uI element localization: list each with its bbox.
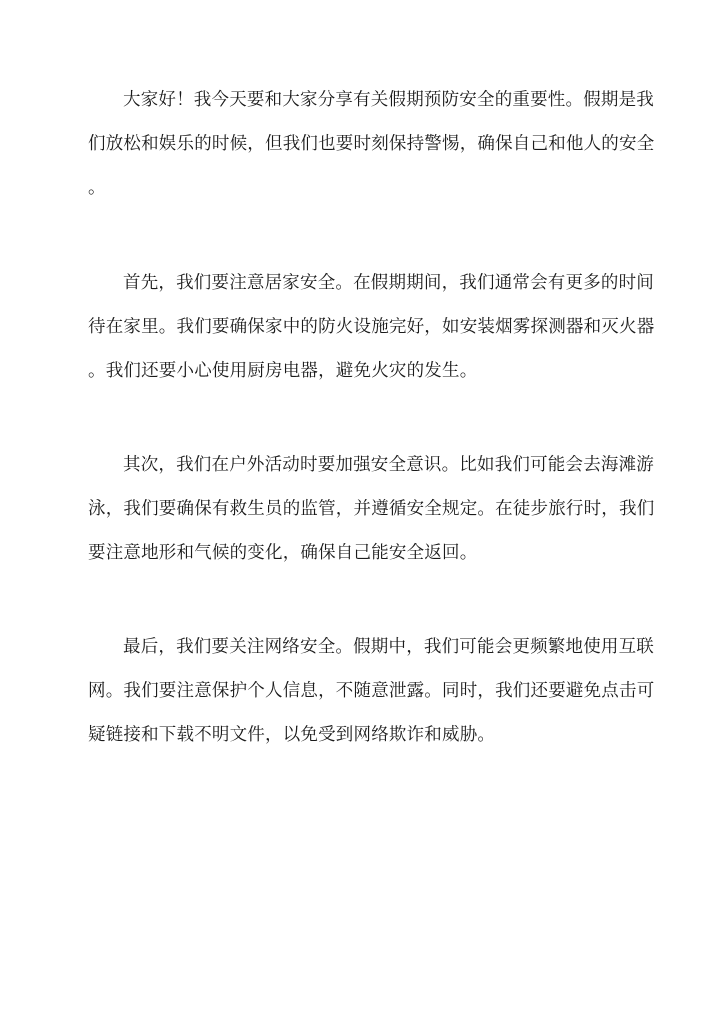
text-line: 。 <box>88 178 106 198</box>
text-line: 们放松和娱乐的时候，但我们也要时刻保持警惕，确保自己和他人的安全 <box>88 134 655 154</box>
paragraph-greeting <box>88 78 655 210</box>
text-line: 最后，我们要关注网络安全。假期中，我们可能会更频繁地使用互联 <box>123 637 654 657</box>
text-line: 要注意地形和气候的变化，确保自己能安全返回。 <box>88 543 478 563</box>
text-line: 泳，我们要确保有救生员的监管，并遵循安全规定。在徒步旅行时，我们 <box>88 499 655 519</box>
text-line: 待在家里。我们要确保家中的防火设施完好，如安装烟雾探测器和灭火器 <box>88 317 655 337</box>
paragraph-outdoor-safety <box>88 443 655 575</box>
paragraph-network-safety <box>88 625 655 757</box>
text-line: 其次，我们在户外活动时要加强安全意识。比如我们可能会去海滩游 <box>123 455 654 475</box>
text-line: 。我们还要小心使用厨房电器，避免火灾的发生。 <box>88 361 478 381</box>
paragraph-home-safety <box>88 261 655 393</box>
text-line: 疑链接和下载不明文件，以免受到网络欺诈和威胁。 <box>88 725 496 745</box>
text-line: 首先，我们要注意居家安全。在假期期间，我们通常会有更多的时间 <box>123 273 654 293</box>
text-line: 大家好！我今天要和大家分享有关假期预防安全的重要性。假期是我 <box>123 90 654 110</box>
text-line: 网。我们要注意保护个人信息，不随意泄露。同时，我们还要避免点击可 <box>88 681 655 701</box>
